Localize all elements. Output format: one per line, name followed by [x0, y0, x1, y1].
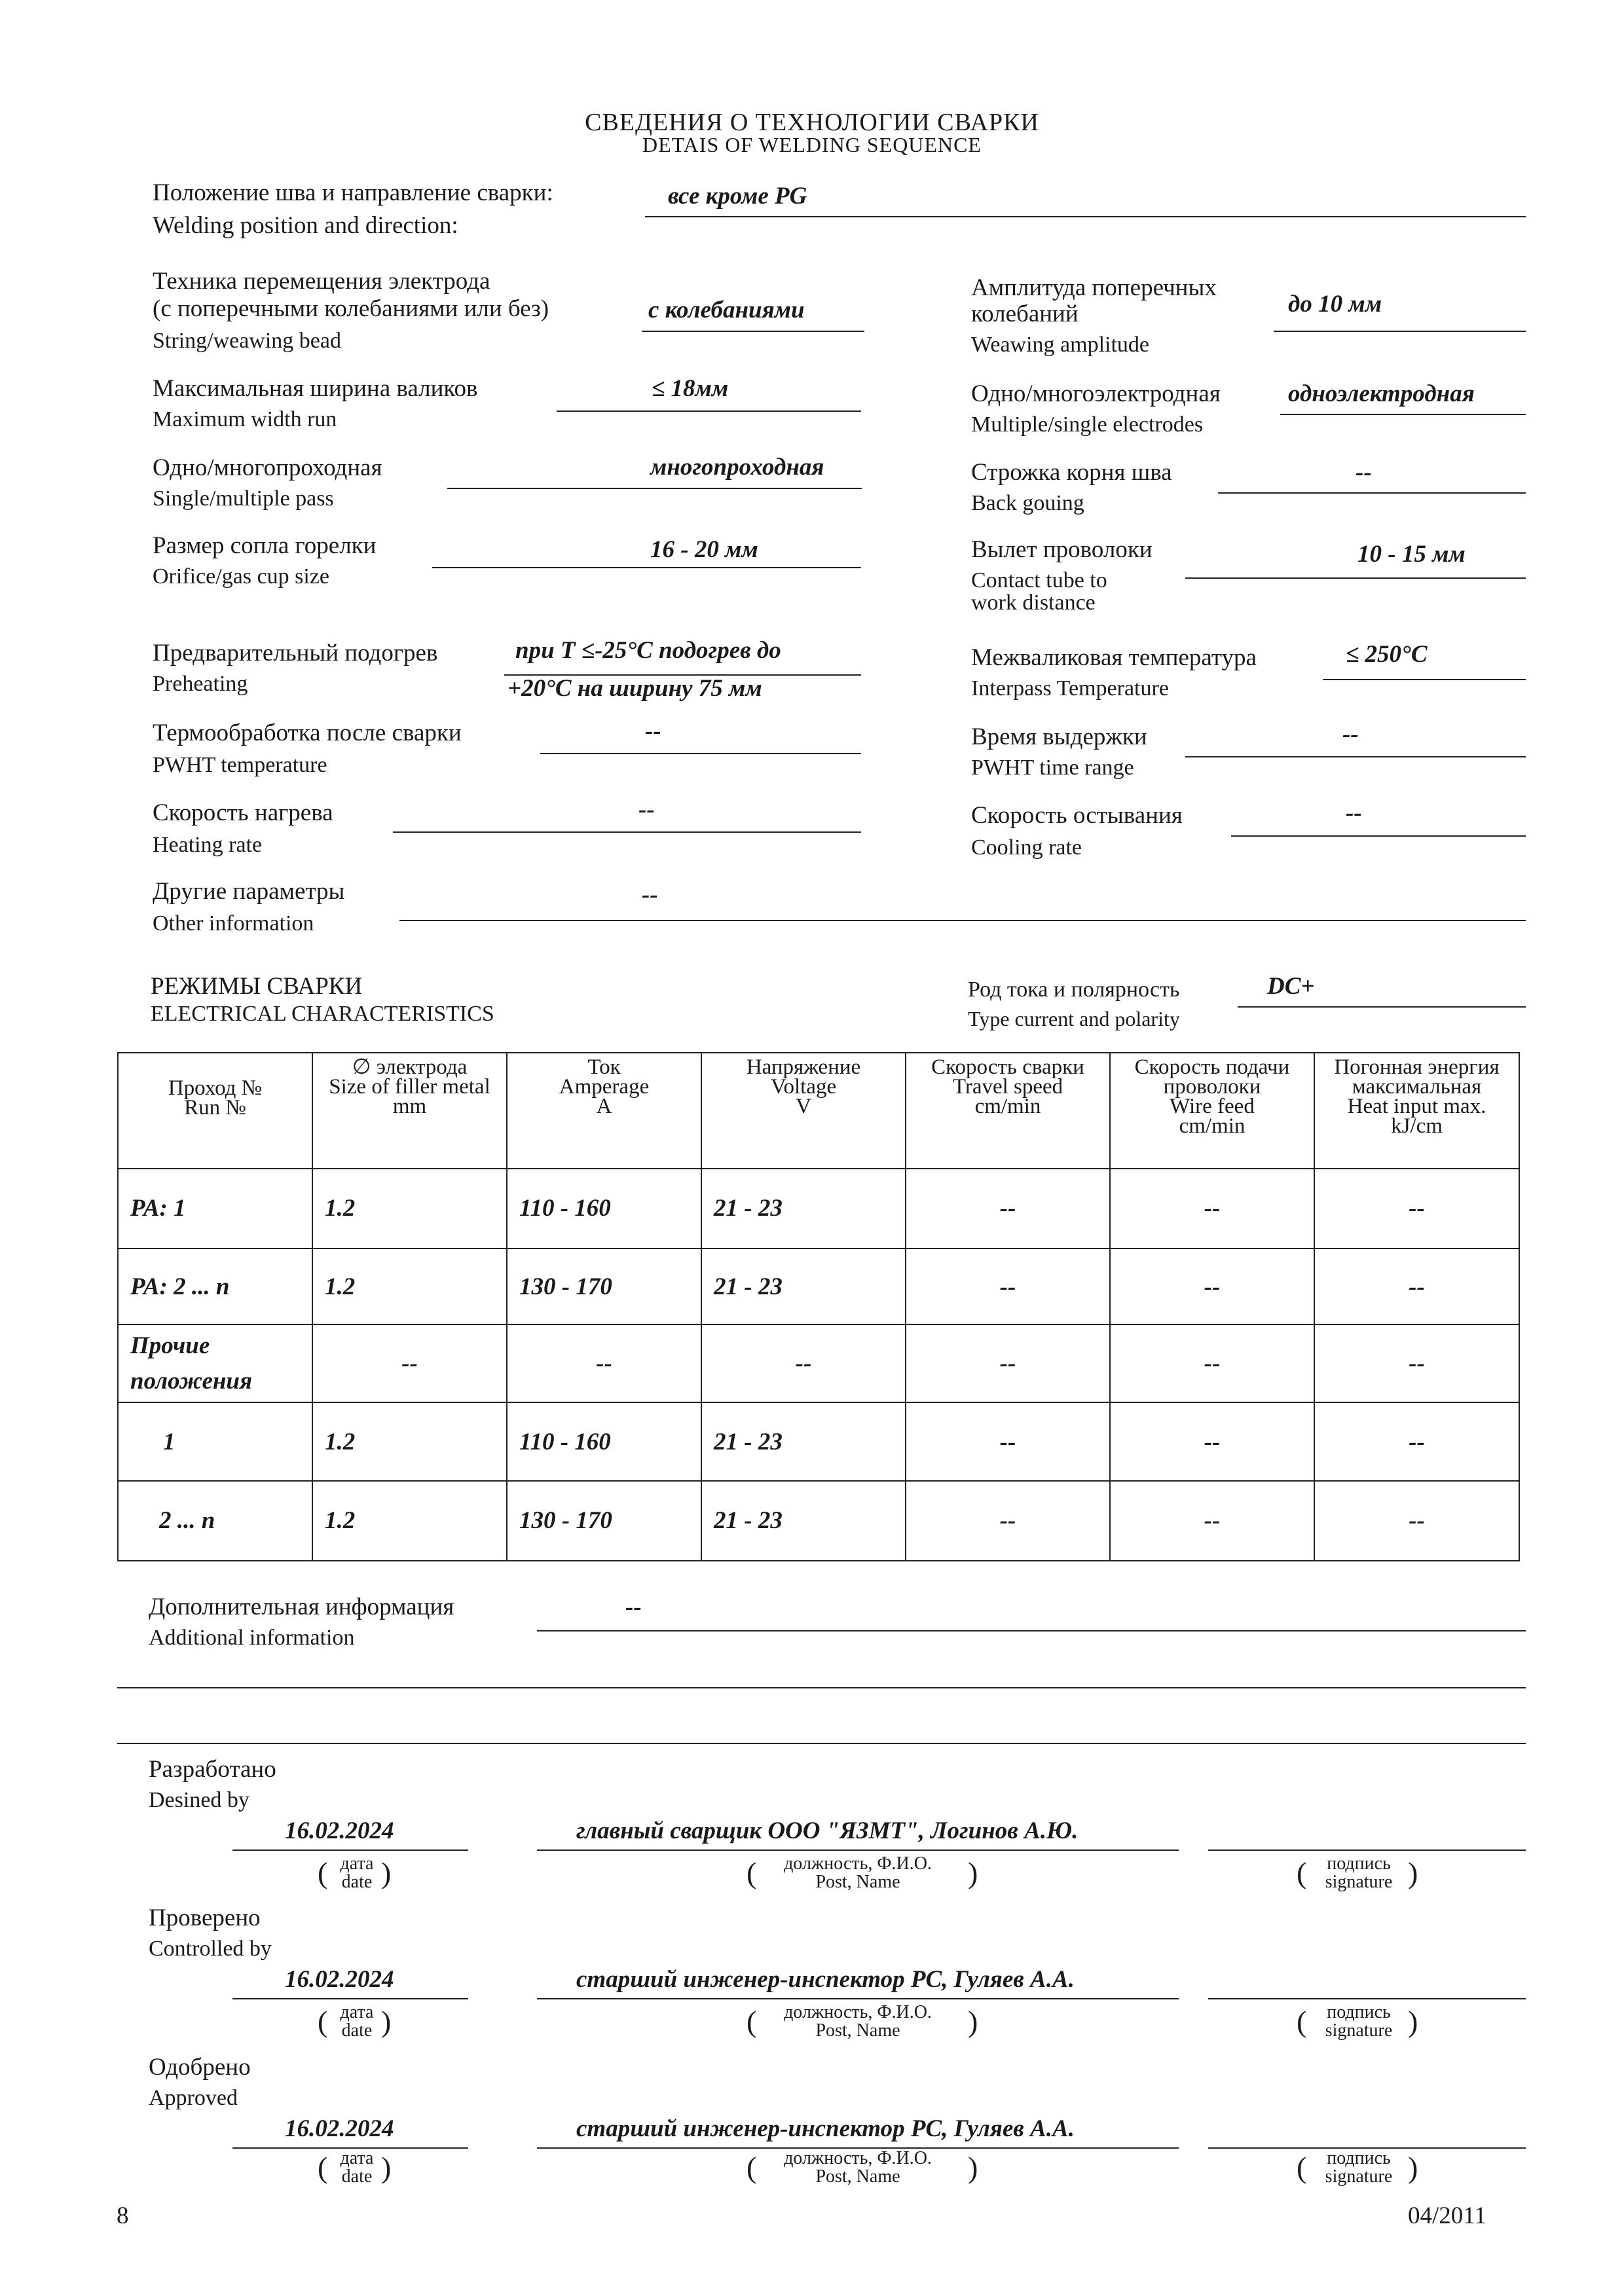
interpass-value: ≤ 250°C: [1346, 641, 1428, 668]
additional-line-1: [537, 1630, 1526, 1631]
pwht-value: --: [645, 718, 661, 744]
controlled-date-line: [232, 1998, 468, 1999]
table-cell: 21 - 23: [701, 1169, 906, 1248]
table-cell: --: [701, 1324, 906, 1402]
cooling-rate-line: [1231, 835, 1526, 837]
controlled-label-en: Controlled by: [149, 1937, 272, 1961]
pwht-line: [540, 753, 861, 754]
approved-person: старший инженер-инспектор РС, Гуляев А.А.: [576, 2115, 1075, 2142]
preheating-value-1: при T ≤-25°C подогрев до: [515, 637, 781, 664]
technique-value: с колебаниями: [648, 297, 805, 323]
other-line: [399, 920, 1526, 921]
pwht-label-ru: Термообработка после сварки: [153, 720, 462, 746]
current-line: [1238, 1006, 1526, 1008]
pass-label-ru: Одно/многопроходная: [153, 454, 382, 481]
contact-tube-label-en1: Contact tube to: [971, 568, 1107, 592]
approved-label-en: Approved: [149, 2086, 238, 2110]
back-gouging-label-en: Back gouing: [971, 491, 1084, 515]
current-value: DC+: [1267, 973, 1315, 1000]
max-width-line: [557, 410, 861, 412]
orifice-line: [432, 567, 861, 568]
orifice-label-ru: Размер сопла горелки: [153, 532, 377, 559]
header-voltage: Напряжение Voltage V: [701, 1053, 906, 1169]
table-cell: --: [1314, 1324, 1519, 1402]
table-cell: --: [1110, 1169, 1314, 1248]
other-value: --: [642, 881, 658, 908]
additional-label-ru: Дополнительная информация: [149, 1594, 454, 1620]
additional-label-en: Additional information: [149, 1626, 355, 1650]
table-cell: --: [906, 1481, 1110, 1561]
table-row: [118, 1248, 1519, 1324]
approved-date: 16.02.2024: [285, 2115, 394, 2142]
current-label-en: Type current and polarity: [968, 1007, 1180, 1030]
designed-date: 16.02.2024: [285, 1817, 394, 1844]
table-cell: 1: [118, 1402, 312, 1480]
controlled-date: 16.02.2024: [285, 1966, 394, 1993]
pass-label-en: Single/multiple pass: [153, 486, 334, 511]
table-cell: --: [507, 1324, 701, 1402]
signature-caption: подпись signature: [1325, 2148, 1393, 2187]
cooling-rate-value: --: [1346, 799, 1362, 826]
table-cell: --: [312, 1324, 507, 1402]
heating-rate-value: --: [638, 796, 655, 823]
back-gouging-label-ru: Строжка корня шва: [971, 459, 1172, 486]
table-row: [118, 1169, 1519, 1248]
amplitude-label-en: Weawing amplitude: [971, 333, 1150, 357]
interpass-label-ru: Межваликовая температура: [971, 644, 1257, 671]
header-amperage: Ток Amperage A: [507, 1053, 701, 1169]
date-caption: дата date: [340, 2148, 374, 2187]
amplitude-line: [1274, 331, 1526, 332]
header-size: ∅ электрода Size of filler metal mm: [312, 1053, 507, 1169]
table-cell: --: [906, 1248, 1110, 1324]
table-cell: 1.2: [312, 1402, 507, 1480]
table-cell: PA: 1: [118, 1169, 312, 1248]
designed-date-line: [232, 1850, 468, 1851]
table-cell: 21 - 23: [701, 1481, 906, 1561]
heating-rate-label-en: Heating rate: [153, 833, 263, 857]
date-caption: дата date: [340, 1853, 374, 1892]
table-cell: 110 - 160: [507, 1169, 701, 1248]
pass-line: [447, 488, 862, 489]
technique-label-ru2: (с поперечными колебаниями или без): [153, 295, 549, 322]
electrodes-value: одноэлектродная: [1288, 380, 1475, 407]
cooling-rate-label-ru: Скорость остывания: [971, 802, 1183, 829]
interpass-label-en: Interpass Temperature: [971, 676, 1169, 701]
position-label-ru: Положение шва и направление сварки:: [153, 179, 553, 206]
contact-tube-value: 10 - 15 мм: [1357, 541, 1466, 568]
electrical-title-en: ELECTRICAL CHARACTERISTICS: [151, 1002, 494, 1026]
table-cell: 130 - 170: [507, 1248, 701, 1324]
pwht-label-en: PWHT temperature: [153, 753, 327, 777]
orifice-value: 16 - 20 мм: [650, 536, 758, 563]
position-value: все кроме PG: [668, 183, 807, 210]
table-cell: --: [906, 1169, 1110, 1248]
table-cell: 1.2: [312, 1169, 507, 1248]
post-caption: должность, Ф.И.О. Post, Name: [784, 1853, 932, 1892]
header-heat-input: Погонная энергия максимальная Heat input max. kJ/cm: [1314, 1053, 1519, 1169]
controlled-sign-line: [1208, 1998, 1526, 1999]
max-width-value: ≤ 18мм: [652, 375, 729, 402]
additional-value: --: [625, 1594, 642, 1620]
designed-label-ru: Разработано: [149, 1756, 276, 1783]
header-run: Проход № Run №: [118, 1053, 312, 1169]
amplitude-value: до 10 мм: [1288, 291, 1382, 318]
table-cell: --: [1110, 1248, 1314, 1324]
preheating-value-2: +20°C на ширину 75 мм: [507, 675, 762, 702]
table-cell: PA: 2 ... n: [118, 1248, 312, 1324]
approved-label-ru: Одобрено: [149, 2054, 251, 2081]
doc-title-ru: СВЕДЕНИЯ О ТЕХНОЛОГИИ СВАРКИ: [585, 109, 1039, 136]
table-cell: --: [1314, 1248, 1519, 1324]
table-cell: 1.2: [312, 1481, 507, 1561]
hold-time-line: [1185, 756, 1526, 757]
form-version: 04/2011: [1408, 2202, 1486, 2229]
header-wire-feed: Скорость подачи проволоки Wire feed cm/min: [1110, 1053, 1314, 1169]
hold-time-label-en: PWHT time range: [971, 756, 1134, 780]
pass-value: многопроходная: [650, 454, 824, 481]
position-line: [645, 216, 1526, 217]
table-cell: --: [1314, 1402, 1519, 1480]
welding-table: [117, 1052, 1520, 1561]
table-cell: --: [1110, 1324, 1314, 1402]
current-label-ru: Род тока и полярность: [968, 977, 1180, 1002]
designed-label-en: Desined by: [149, 1788, 249, 1812]
amplitude-label-ru2: колебаний: [971, 301, 1079, 327]
header-travel-speed: Скорость сварки Travel speed cm/min: [906, 1053, 1110, 1169]
table-row: [118, 1481, 1519, 1561]
cooling-rate-label-en: Cooling rate: [971, 835, 1082, 860]
back-gouging-value: --: [1356, 459, 1372, 486]
post-caption: должность, Ф.И.О. Post, Name: [784, 2002, 932, 2041]
controlled-label-ru: Проверено: [149, 1904, 261, 1931]
contact-tube-line: [1185, 577, 1526, 579]
signature-caption: подпись signature: [1325, 2002, 1393, 2041]
table-cell: 1.2: [312, 1248, 507, 1324]
doc-title-en: DETAIS OF WELDING SEQUENCE: [642, 133, 982, 156]
other-label-ru: Другие параметры: [153, 878, 345, 905]
table-cell: 21 - 23: [701, 1248, 906, 1324]
electrodes-label-ru: Одно/многоэлектродная: [971, 380, 1221, 407]
electrodes-line: [1280, 414, 1526, 415]
controlled-person: старший инженер-инспектор РС, Гуляев А.А.: [576, 1966, 1075, 1993]
table-header-row: [118, 1053, 1519, 1169]
contact-tube-label-ru: Вылет проволоки: [971, 536, 1153, 563]
table-row: [118, 1402, 1519, 1480]
page-number: 8: [117, 2202, 129, 2229]
table-row: [118, 1324, 1519, 1402]
preheating-label-en: Preheating: [153, 672, 248, 696]
signature-caption: подпись signature: [1325, 1853, 1393, 1892]
other-label-en: Other information: [153, 911, 314, 936]
additional-line-3: [117, 1743, 1526, 1744]
preheating-label-ru: Предварительный подогрев: [153, 640, 438, 666]
max-width-label-en: Maximum width run: [153, 407, 337, 431]
electrodes-label-en: Multiple/single electrodes: [971, 412, 1204, 437]
table-cell: --: [906, 1324, 1110, 1402]
table-cell: Прочие положения: [118, 1324, 312, 1402]
amplitude-label-ru1: Амплитуда поперечных: [971, 274, 1217, 301]
table-cell: --: [1314, 1169, 1519, 1248]
electrical-title-ru: РЕЖИМЫ СВАРКИ: [151, 973, 363, 1000]
orifice-label-en: Orifice/gas cup size: [153, 564, 329, 589]
hold-time-value: --: [1342, 721, 1359, 748]
max-width-label-ru: Максимальная ширина валиков: [153, 375, 478, 402]
table-cell: 2 ... n: [118, 1481, 312, 1561]
table-cell: --: [906, 1402, 1110, 1480]
position-label-en: Welding position and direction:: [153, 212, 458, 239]
technique-label-en: String/weawing bead: [153, 329, 341, 353]
table-cell: --: [1110, 1402, 1314, 1480]
technique-line: [642, 331, 864, 332]
post-caption: должность, Ф.И.О. Post, Name: [784, 2148, 932, 2187]
contact-tube-label-en2: work distance: [971, 591, 1096, 615]
table-cell: --: [1110, 1481, 1314, 1561]
table-cell: 110 - 160: [507, 1402, 701, 1480]
heating-rate-line: [393, 831, 861, 833]
designed-person: главный сварщик ООО "ЯЗМТ", Логинов А.Ю.: [576, 1817, 1079, 1844]
table-cell: 21 - 23: [701, 1402, 906, 1480]
technique-label-ru1: Техника перемещения электрода: [153, 268, 490, 295]
designed-person-line: [537, 1850, 1179, 1851]
table-cell: --: [1314, 1481, 1519, 1561]
designed-sign-line: [1208, 1850, 1526, 1851]
back-gouging-line: [1218, 492, 1526, 494]
heating-rate-label-ru: Скорость нагрева: [153, 799, 333, 826]
hold-time-label-ru: Время выдержки: [971, 723, 1147, 750]
interpass-line: [1323, 679, 1526, 680]
additional-line-2: [117, 1687, 1526, 1688]
controlled-person-line: [537, 1998, 1179, 1999]
table-cell: 130 - 170: [507, 1481, 701, 1561]
date-caption: дата date: [340, 2002, 374, 2041]
